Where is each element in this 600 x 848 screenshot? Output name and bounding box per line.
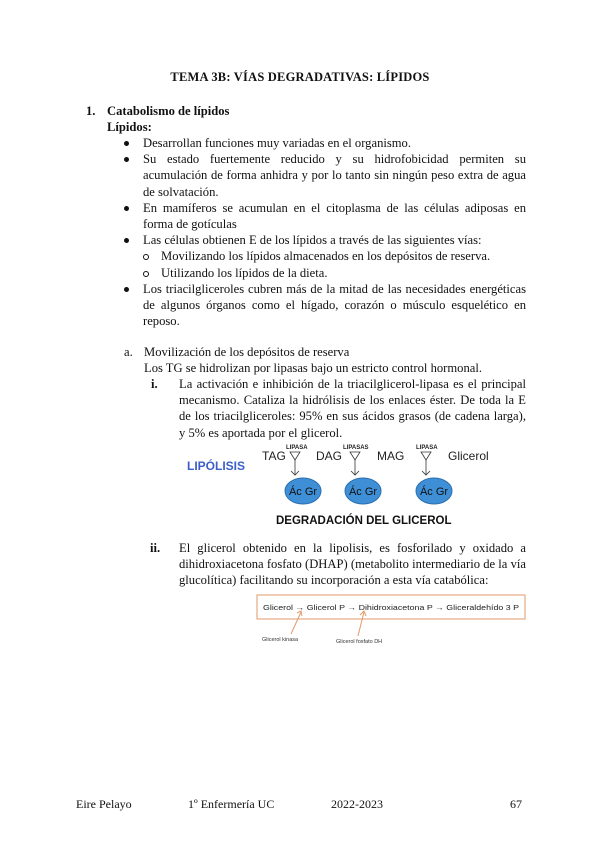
- list-item: Las células obtienen E de los lípidos a través de las siguientes vías:: [124, 232, 526, 248]
- item-i-text: La activación e inhibición de la triacilglicerol-lipasa es el principal mecanismo. Cataliza la hidrólisis de los enlaces éster. De toda la E de los triacilgliceroles: 95% en sus ácidos grasos (de cadena larga), y 5% es aportada por el glicerol.: [179, 377, 526, 440]
- list-item: Los triacilgliceroles cubren más de la mitad de las necesidades energéticas de algunos órganos como el hígado, corazón o músculo esquelético en reposo.: [124, 281, 526, 330]
- enzyme-label: Glicerol fosfato DH: [336, 639, 383, 645]
- bullet-list: [124, 135, 526, 329]
- bullet-dot: [124, 141, 129, 146]
- bullet-dot: [124, 238, 129, 243]
- page-title: TEMA 3B: VÍAS DEGRADATIVAS: LÍPIDOS: [170, 70, 430, 84]
- item-i-label: i.: [151, 377, 158, 391]
- enzyme-label: Glicerol kinasa: [262, 637, 299, 643]
- list-item: Desarrollan funciones muy variadas en el organismo.: [124, 135, 526, 151]
- sub-list-item: Movilizando los lípidos almacenados en los depósitos de reserva.: [124, 248, 526, 264]
- footer-author: Eire Pelayo: [76, 797, 132, 811]
- pathway-text: Glicerol → Glicerol P → Dihidroxiacetona P → Gliceraldehído 3 P: [263, 603, 520, 612]
- item-ii-label: ii.: [150, 541, 161, 555]
- fatty-acid-label: Ác Gr: [288, 486, 318, 498]
- glycerol-pathway-diagram: [256, 594, 528, 650]
- sub-bullet-circle: [143, 271, 149, 277]
- bullet-dot: [124, 206, 129, 211]
- subsection-heading: Movilización de los depósitos de reserva: [144, 345, 350, 359]
- bullet-dot: [124, 157, 129, 162]
- lipasa-label: LIPASA: [286, 445, 308, 451]
- lipolysis-diagram: [170, 440, 500, 530]
- list-item: En mamíferos se acumulan en el citoplasma de las células adiposas en forma de gotículas: [124, 200, 526, 232]
- footer-year: 2022-2023: [331, 797, 383, 811]
- fatty-acid-label: Ác Gr: [348, 486, 378, 498]
- lipase-arrows-icon: [290, 452, 431, 475]
- sub-list-item: Utilizando los lípidos de la dieta.: [124, 265, 526, 281]
- lipolysis-label: LIPÓLISIS: [187, 459, 246, 473]
- tag-label: TAG: [262, 449, 286, 463]
- section-heading: Catabolismo de lípidos: [107, 104, 230, 118]
- subsection-intro: Los TG se hidrolizan por lipasas bajo un estricto control hormonal.: [144, 361, 482, 375]
- diagram-caption: DEGRADACIÓN DEL GLICEROL: [276, 515, 452, 527]
- footer-course: 1º Enfermería UC: [188, 797, 275, 811]
- lipasas-label: LIPASAS: [343, 445, 369, 451]
- item-ii-text: El glicerol obtenido en la lipolisis, es fosforilado y oxidado a dihidroxiacetona fosfato (DHAP) (metabolito intermediario de la vía glucolítica) facilitando su incorporación a esta vía catabólica:: [179, 541, 526, 588]
- sub-bullet-circle: [143, 254, 149, 260]
- lipasa-label: LIPASA: [416, 445, 438, 451]
- bullet-dot: [124, 287, 129, 292]
- mag-label: MAG: [377, 449, 405, 463]
- list-item: Su estado fuertemente reducido y su hidrofobicidad permiten su acumulación de forma anhidra y por lo tanto sin ningún peso extra de agua de solvatación.: [124, 151, 526, 200]
- section-subheading: Lípidos:: [107, 120, 152, 134]
- dag-label: DAG: [316, 449, 343, 463]
- fatty-acid-label: Ác Gr: [419, 486, 449, 498]
- section-number: 1.: [86, 104, 96, 118]
- subsection-label: a.: [124, 345, 133, 359]
- glicerol-label: Glicerol: [448, 449, 489, 463]
- footer-page-number: 67: [510, 797, 522, 811]
